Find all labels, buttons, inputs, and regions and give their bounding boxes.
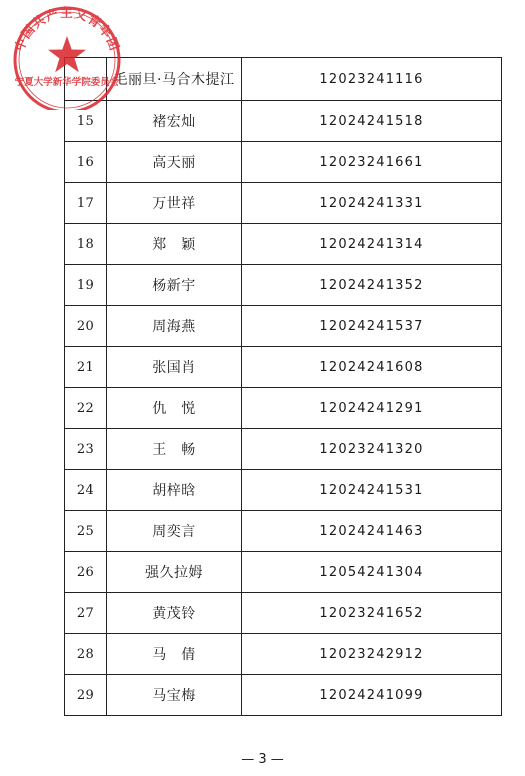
- row-number: 17: [65, 183, 107, 224]
- table-row: [65, 593, 502, 634]
- student-id: 12023241320: [242, 429, 502, 470]
- student-id: 12024241608: [242, 347, 502, 388]
- student-name: 马 倩: [107, 634, 242, 675]
- table-row: [65, 58, 502, 101]
- student-name: 高天丽: [107, 142, 242, 183]
- student-id: 12024241352: [242, 265, 502, 306]
- row-number: 28: [65, 634, 107, 675]
- table-row: [65, 183, 502, 224]
- official-seal-stamp: [8, 2, 126, 110]
- student-table-container: [64, 57, 501, 716]
- student-id: 12024241331: [242, 183, 502, 224]
- student-id: 12023241661: [242, 142, 502, 183]
- row-number: 22: [65, 388, 107, 429]
- row-number: 25: [65, 511, 107, 552]
- table-row: [65, 511, 502, 552]
- student-name: 仇 悦: [107, 388, 242, 429]
- table-row: [65, 347, 502, 388]
- row-number: 19: [65, 265, 107, 306]
- student-name: 郑 颖: [107, 224, 242, 265]
- student-name: 张国肖: [107, 347, 242, 388]
- student-name: 强久拉姆: [107, 552, 242, 593]
- table-row: [65, 388, 502, 429]
- student-id: 12024241518: [242, 101, 502, 142]
- student-id: 12024241537: [242, 306, 502, 347]
- table-row: [65, 142, 502, 183]
- table-row: [65, 552, 502, 593]
- student-id: 12024241463: [242, 511, 502, 552]
- student-id: 12024241099: [242, 675, 502, 716]
- student-id: 12054241304: [242, 552, 502, 593]
- table-row: [65, 634, 502, 675]
- star-icon: [48, 36, 86, 72]
- table-row: [65, 429, 502, 470]
- row-number: 21: [65, 347, 107, 388]
- row-number: 23: [65, 429, 107, 470]
- student-id: 12023241652: [242, 593, 502, 634]
- student-name: 万世祥: [107, 183, 242, 224]
- student-table: [64, 57, 502, 716]
- table-row: [65, 675, 502, 716]
- row-number: 16: [65, 142, 107, 183]
- table-row: [65, 265, 502, 306]
- student-name: 马宝梅: [107, 675, 242, 716]
- student-id: 12024241314: [242, 224, 502, 265]
- row-number: 29: [65, 675, 107, 716]
- table-row: [65, 224, 502, 265]
- row-number: 26: [65, 552, 107, 593]
- page-number: — 3 —: [241, 752, 284, 767]
- student-name: 黄茂铃: [107, 593, 242, 634]
- row-number: 20: [65, 306, 107, 347]
- student-id: 12024241291: [242, 388, 502, 429]
- student-name: 王 畅: [107, 429, 242, 470]
- student-name: 杨新宇: [107, 265, 242, 306]
- table-row: [65, 101, 502, 142]
- student-id: 12024241531: [242, 470, 502, 511]
- seal-bottom-text: 宁夏大学新华学院委员会: [14, 77, 120, 88]
- table-row: [65, 470, 502, 511]
- student-name: 周海燕: [107, 306, 242, 347]
- seal-top-text: 中国共产主义青年团: [11, 5, 123, 54]
- row-number: 27: [65, 593, 107, 634]
- student-id: 12023242912: [242, 634, 502, 675]
- table-row: [65, 306, 502, 347]
- row-number: 24: [65, 470, 107, 511]
- student-name: 褚宏灿: [107, 101, 242, 142]
- row-number: 18: [65, 224, 107, 265]
- row-number: 15: [65, 101, 107, 142]
- student-name: 毛丽旦·马合木提江: [107, 58, 242, 101]
- student-id: 12023241116: [242, 58, 502, 101]
- student-name: 周奕言: [107, 511, 242, 552]
- student-name: 胡梓晗: [107, 470, 242, 511]
